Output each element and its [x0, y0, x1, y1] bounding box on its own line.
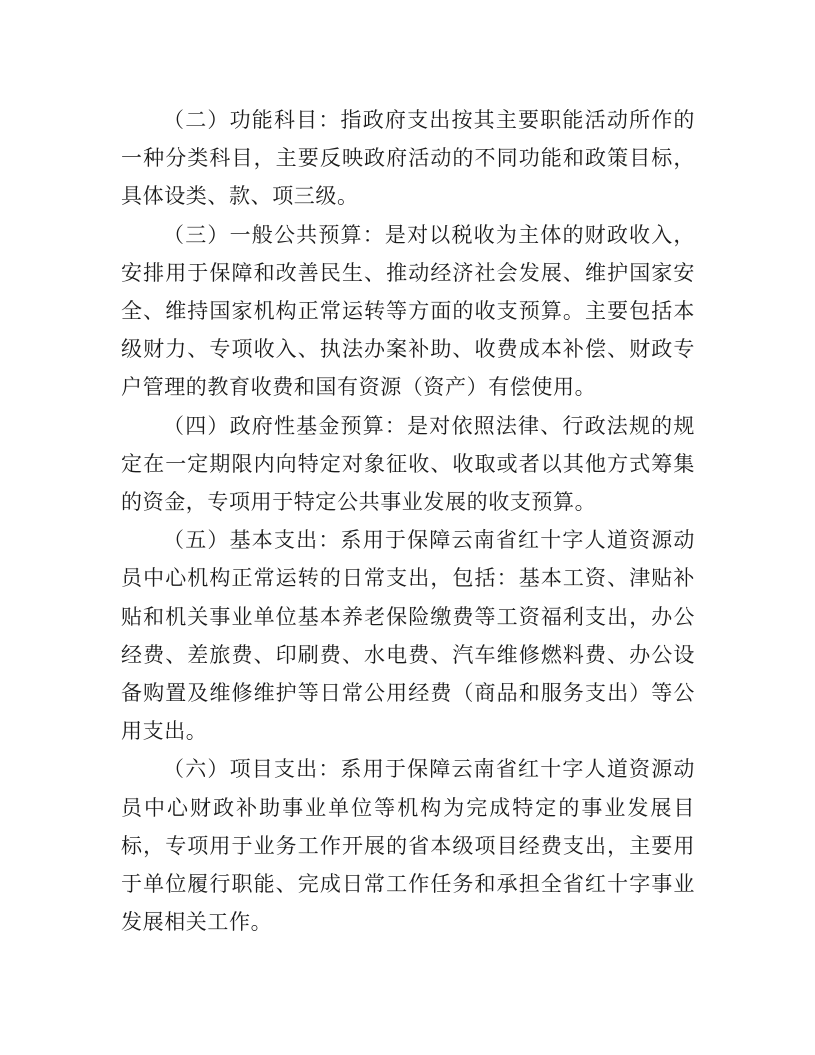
paragraph-government-fund-budget — [121, 407, 695, 522]
definition-government-fund-budget: 是对依照法律、行政法规的规定在一定期限内向特定对象征收、收取或者以其他方式筹集的资金，专项用于特定公共事业发展的收支预算。 — [121, 413, 695, 515]
document-body — [121, 101, 695, 941]
paragraph-functional-subjects — [121, 101, 695, 216]
definition-general-public-budget: 是对以税收为主体的财政收入，安排用于保障和改善民生、推动经济社会发展、维护国家安全、维持国家机构正常运转等方面的收支预算。主要包括本级财力、专项收入、执法办案补助、收费成本补偿、财政专户管理的教育收费和国有资源（资产）有偿使用。 — [121, 222, 696, 400]
term-functional-subjects: （二）功能科目： — [163, 108, 341, 132]
term-project-expenditure: （六）项目支出： — [163, 757, 341, 782]
term-government-fund-budget: （四）政府性基金预算： — [163, 413, 408, 438]
definition-functional-subjects: 指政府支出按其主要职能活动所作的一种分类科目，主要反映政府活动的不同功能和政策目标，具体设类、款、项三级。 — [121, 108, 695, 209]
term-general-public-budget: （三）一般公共预算： — [163, 222, 385, 247]
definition-basic-expenditure: 系用于保障云南省红十字人道资源动员中心机构正常运转的日常支出，包括：基本工资、津贴补贴和机关事业单位基本养老保险缴费等工资福利支出，办公经费、差旅费、印刷费、水电费、汽车维修燃料费、办公设备购置及维修维护等日常公用经费（商品和服务支出）等公用支出。 — [121, 528, 695, 744]
paragraph-project-expenditure — [121, 750, 695, 941]
paragraph-general-public-budget — [121, 216, 695, 407]
definition-project-expenditure: 系用于保障云南省红十字人道资源动员中心财政补助事业单位等机构为完成特定的事业发展目标，专项用于业务工作开展的省本级项目经费支出，主要用于单位履行职能、完成日常工作任务和承担全省红十字事业发展相关工作。 — [121, 757, 695, 935]
paragraph-basic-expenditure — [121, 521, 695, 750]
term-basic-expenditure: （五）基本支出： — [163, 528, 341, 553]
